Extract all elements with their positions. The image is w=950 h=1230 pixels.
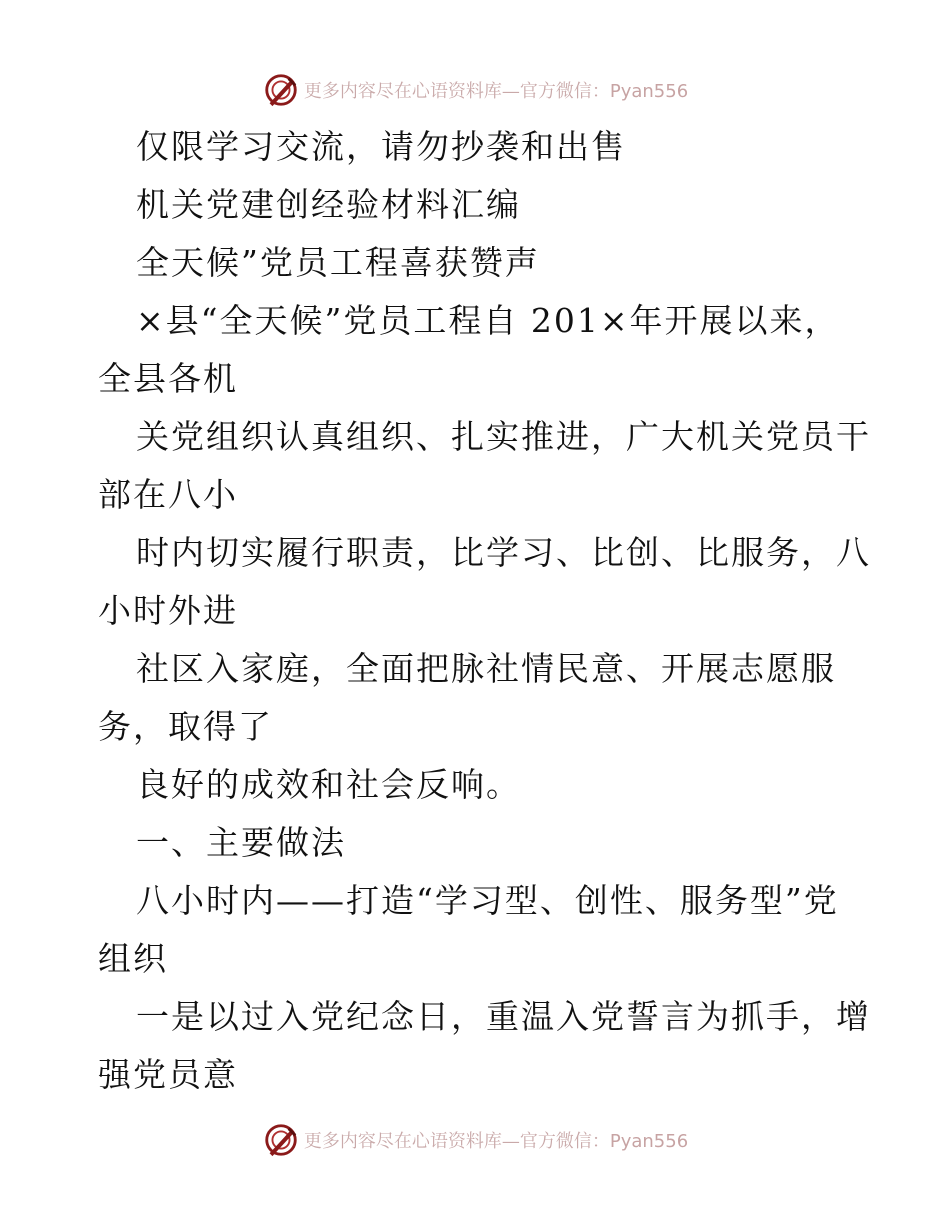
paragraph-line: 全县各机 (98, 359, 238, 398)
header-banner-wechat-id: Pyan556 (609, 81, 689, 102)
footer-watermark-banner (0, 1120, 950, 1160)
header-watermark-banner (0, 70, 950, 110)
paragraph-line: 关党组织认真组织、扎实推进，广大机关党员干 (136, 417, 871, 456)
paragraph-line: 强党员意 (98, 1055, 238, 1094)
pen-logo-icon (262, 1121, 300, 1159)
paragraph-line: 组织 (98, 939, 168, 978)
header-banner-text: 更多内容尽在心语资料库—官方微信： (303, 81, 610, 102)
footer-banner-text: 更多内容尽在心语资料库—官方微信： (303, 1131, 610, 1152)
paragraph-line: 社区入家庭，全面把脉社情民意、开展志愿服 (136, 649, 836, 688)
paragraph-line: 仅限学习交流，请勿抄袭和出售 (136, 127, 626, 166)
paragraph-line: ×县“全天候”党员工程自 201×年开展以来， (136, 301, 840, 340)
paragraph-line: 时内切实履行职责，比学习、比创、比服务，八 (136, 533, 871, 572)
footer-banner-wechat-id: Pyan556 (609, 1131, 689, 1152)
paragraph-line: 八小时内——打造“学习型、创性、服务型”党 (136, 881, 839, 920)
paragraph-line: 小时外进 (98, 591, 238, 630)
section-heading: 一、主要做法 (136, 823, 346, 862)
document-body (98, 118, 871, 1104)
article-title: 全天候”党员工程喜获赞声 (136, 243, 540, 282)
document-title: 机关党建创经验材料汇编 (136, 185, 521, 224)
paragraph-line: 部在八小 (98, 475, 238, 514)
paragraph-line: 务，取得了 (98, 707, 273, 746)
pen-logo-icon (262, 71, 300, 109)
paragraph-line: 一是以过入党纪念日，重温入党誓言为抓手，增 (136, 997, 871, 1036)
paragraph-line: 良好的成效和社会反响。 (136, 765, 521, 804)
